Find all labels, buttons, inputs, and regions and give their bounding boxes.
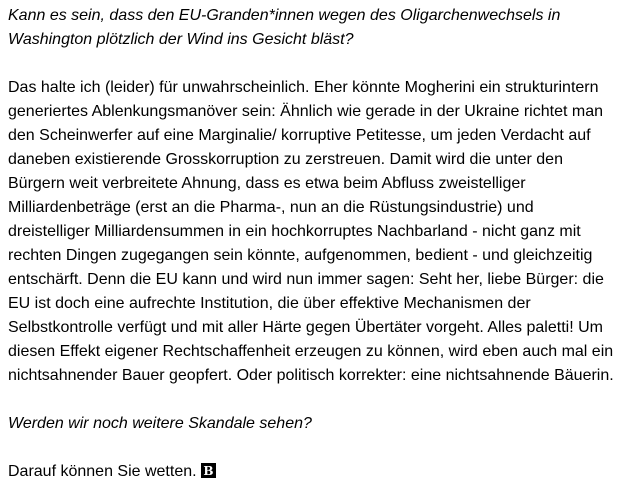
interview-answer: Das halte ich (leider) für unwahrscheinlich. Eher könnte Mogherini ein strukturintern generiertes Ablenkungsmanöver sein: Ähnlich wie gerade in der Ukraine richtet man den Scheinwerfer auf eine Marginalie/ korruptive Petitesse, um jeden Verdacht auf daneben existierende Grosskorruption zu zerstreuen. Damit wird die unter den Bürgern weit verbreitete Ahnung, dass es etwa beim Abfluss zweistelliger Milliardenbeträge (erst an die Pharma-, nun an die Rüstungsindustrie) und dreistelliger Milliardensummen in ein hochkorruptes Nachbarland - nicht ganz mit rechten Dingen zugegangen sein könnte, aufgenommen, bedient - und gleichzeitig entschärft. Denn die EU kann und wird nun immer sagen: Seht her, liebe Bürger: die EU ist doch eine aufrechte Institution, die über effektive Mechanismen der Selbstkontrolle verfügt und mit aller Härte gegen Übertäter vorgeht. Alles paletti! Um diesen Effekt eigener Rechtschaffenheit erzeugen zu können, wird eben auch mal ein nichtsahnender Bauer geopfert. Oder politisch korrekter: eine nichtsahnende Bäuerin. (8, 79, 614, 384)
interview-question: Werden wir noch weitere Skandale sehen? (8, 415, 312, 432)
end-of-article-logo-icon (201, 462, 216, 477)
svg-text:B: B (202, 464, 214, 478)
interview-question: Kann es sein, dass den EU-Granden*innen wegen des Oligarchenwechsels in Washington plötzlich der Wind ins Gesicht bläst? (8, 7, 561, 48)
final-answer-text: Darauf können Sie wetten. (8, 463, 197, 480)
interview-answer-final (8, 460, 616, 484)
